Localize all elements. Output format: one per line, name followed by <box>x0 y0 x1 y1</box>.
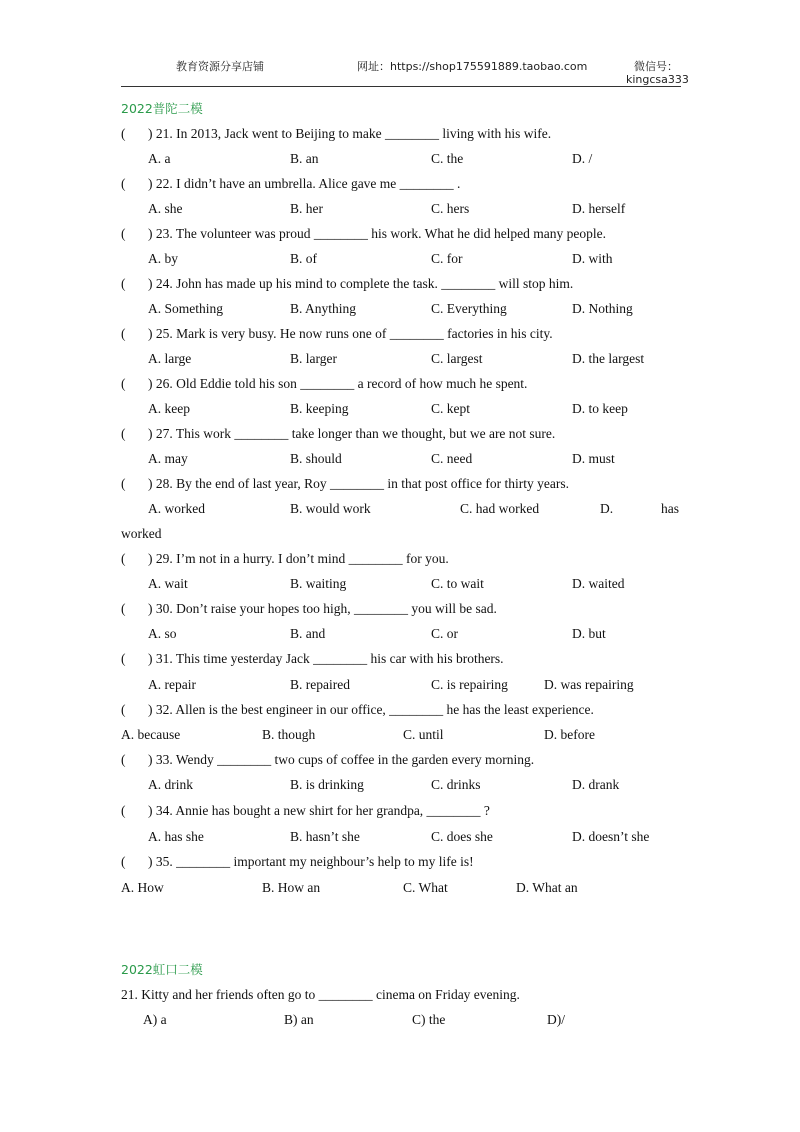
option-c: C. kept <box>431 401 470 416</box>
question-stem: ) 32. Allen is the best engineer in our office, ________ he has the least experience. <box>148 702 594 717</box>
option-a: A. has she <box>148 829 204 844</box>
option-d: D. Nothing <box>572 301 633 316</box>
option-b: B) an <box>284 1012 314 1027</box>
option-d: D. drank <box>572 777 620 792</box>
option-c: C. largest <box>431 351 483 366</box>
option-b: B. Anything <box>290 301 357 316</box>
wechat-label: 微信号： <box>634 60 678 73</box>
option-d-wrap: worked <box>121 526 162 541</box>
option-b: B. would work <box>290 501 371 516</box>
question-stem: ) 26. Old Eddie told his son ________ a record of how much he spent. <box>148 376 528 391</box>
option-c: C. drinks <box>431 777 481 792</box>
option-d: D. but <box>572 626 606 641</box>
option-a: A. Something <box>148 301 224 316</box>
question-stem: ) 29. I’m not in a hurry. I don’t mind ________ for you. <box>148 551 449 566</box>
question-stem: ) 30. Don’t raise your hopes too high, ________ you will be sad. <box>148 601 497 616</box>
option-b: B. waiting <box>290 576 347 591</box>
question-stem: ) 35. ________ important my neighbour’s help to my life is! <box>148 854 474 869</box>
question-stem: ) 24. John has made up his mind to complete the task. ________ will stop him. <box>148 276 574 291</box>
question-stem: ) 21. In 2013, Jack went to Beijing to make ________ living with his wife. <box>148 126 552 141</box>
answer-paren: ( <box>121 326 126 341</box>
option-b: B. and <box>290 626 326 641</box>
option-c: C) the <box>412 1012 446 1027</box>
option-b: B. should <box>290 451 342 466</box>
option-d: D. with <box>572 251 613 266</box>
header-divider <box>121 86 681 87</box>
option-b: B. keeping <box>290 401 349 416</box>
answer-paren: ( <box>121 803 126 818</box>
question-stem: ) 33. Wendy ________ two cups of coffee in the garden every morning. <box>148 752 535 767</box>
option-d: D. before <box>544 727 595 742</box>
option-b: B. larger <box>290 351 337 366</box>
option-a: A) a <box>143 1012 167 1027</box>
option-a: A. worked <box>148 501 205 516</box>
option-c: C. for <box>431 251 463 266</box>
question-stem: ) 28. By the end of last year, Roy ________ in that post office for thirty years. <box>148 476 569 491</box>
option-b: B. of <box>290 251 317 266</box>
option-c: C. is repairing <box>431 677 508 692</box>
option-a: A. drink <box>148 777 193 792</box>
option-c: C. the <box>431 151 464 166</box>
question-stem: ) 31. This time yesterday Jack ________ his car with his brothers. <box>148 651 504 666</box>
option-d-continued: has <box>661 501 679 516</box>
option-d: D. <box>600 501 614 516</box>
answer-paren: ( <box>121 226 126 241</box>
option-d: D. the largest <box>572 351 645 366</box>
option-b: B. her <box>290 201 323 216</box>
option-a: A. keep <box>148 401 190 416</box>
shop-name: 教育资源分享店铺 <box>176 60 264 73</box>
option-a: A. repair <box>148 677 196 692</box>
option-a: A. she <box>148 201 183 216</box>
answer-paren: ( <box>121 476 126 491</box>
option-a: A. How <box>121 880 164 895</box>
option-b: B. repaired <box>290 677 350 692</box>
question-stem: ) 27. This work ________ take longer than we thought, but we are not sure. <box>148 426 556 441</box>
question-stem: 21. Kitty and her friends often go to ________ cinema on Friday evening. <box>121 987 520 1002</box>
option-c: C. need <box>431 451 473 466</box>
option-b: B. How an <box>262 880 321 895</box>
answer-paren: ( <box>121 551 126 566</box>
option-d: D. to keep <box>572 401 628 416</box>
answer-paren: ( <box>121 126 126 141</box>
option-a: A. by <box>148 251 178 266</box>
option-a: A. wait <box>148 576 188 591</box>
option-d: D. waited <box>572 576 625 591</box>
question-stem: ) 22. I didn’t have an umbrella. Alice gave me ________ . <box>148 176 461 191</box>
wechat-id: kingcsa333 <box>626 73 689 86</box>
option-d: D. doesn’t she <box>572 829 650 844</box>
answer-paren: ( <box>121 426 126 441</box>
option-a: A. a <box>148 151 171 166</box>
option-c: C. or <box>431 626 458 641</box>
answer-paren: ( <box>121 854 126 869</box>
answer-paren: ( <box>121 702 126 717</box>
answer-paren: ( <box>121 752 126 767</box>
option-b: B. hasn’t she <box>290 829 360 844</box>
section-title-hongkou: 2022虹口二模 <box>121 962 203 977</box>
option-d: D)/ <box>547 1012 565 1027</box>
option-a: A. may <box>148 451 188 466</box>
question-stem: ) 23. The volunteer was proud ________ his work. What he did helped many people. <box>148 226 607 241</box>
option-d: D. / <box>572 151 593 166</box>
shop-url: 网址：https://shop175591889.taobao.com <box>357 60 588 73</box>
option-c: C. hers <box>431 201 470 216</box>
option-c: C. until <box>403 727 444 742</box>
option-c: C. had worked <box>460 501 540 516</box>
section-title-putuo: 2022普陀二模 <box>121 101 203 116</box>
option-d: D. was repairing <box>544 677 634 692</box>
option-c: C. does she <box>431 829 493 844</box>
option-b: B. an <box>290 151 319 166</box>
answer-paren: ( <box>121 276 126 291</box>
option-d: D. What an <box>516 880 578 895</box>
option-b: B. is drinking <box>290 777 364 792</box>
option-b: B. though <box>262 727 316 742</box>
option-a: A. large <box>148 351 192 366</box>
option-a: A. because <box>121 727 181 742</box>
answer-paren: ( <box>121 651 126 666</box>
option-a: A. so <box>148 626 177 641</box>
question-stem: ) 34. Annie has bought a new shirt for her grandpa, ________ ? <box>148 803 490 818</box>
question-stem: ) 25. Mark is very busy. He now runs one of ________ factories in his city. <box>148 326 553 341</box>
option-d: D. herself <box>572 201 626 216</box>
answer-paren: ( <box>121 376 126 391</box>
option-c: C. to wait <box>431 576 484 591</box>
option-c: C. What <box>403 880 448 895</box>
option-c: C. Everything <box>431 301 507 316</box>
answer-paren: ( <box>121 601 126 616</box>
option-d: D. must <box>572 451 615 466</box>
answer-paren: ( <box>121 176 126 191</box>
